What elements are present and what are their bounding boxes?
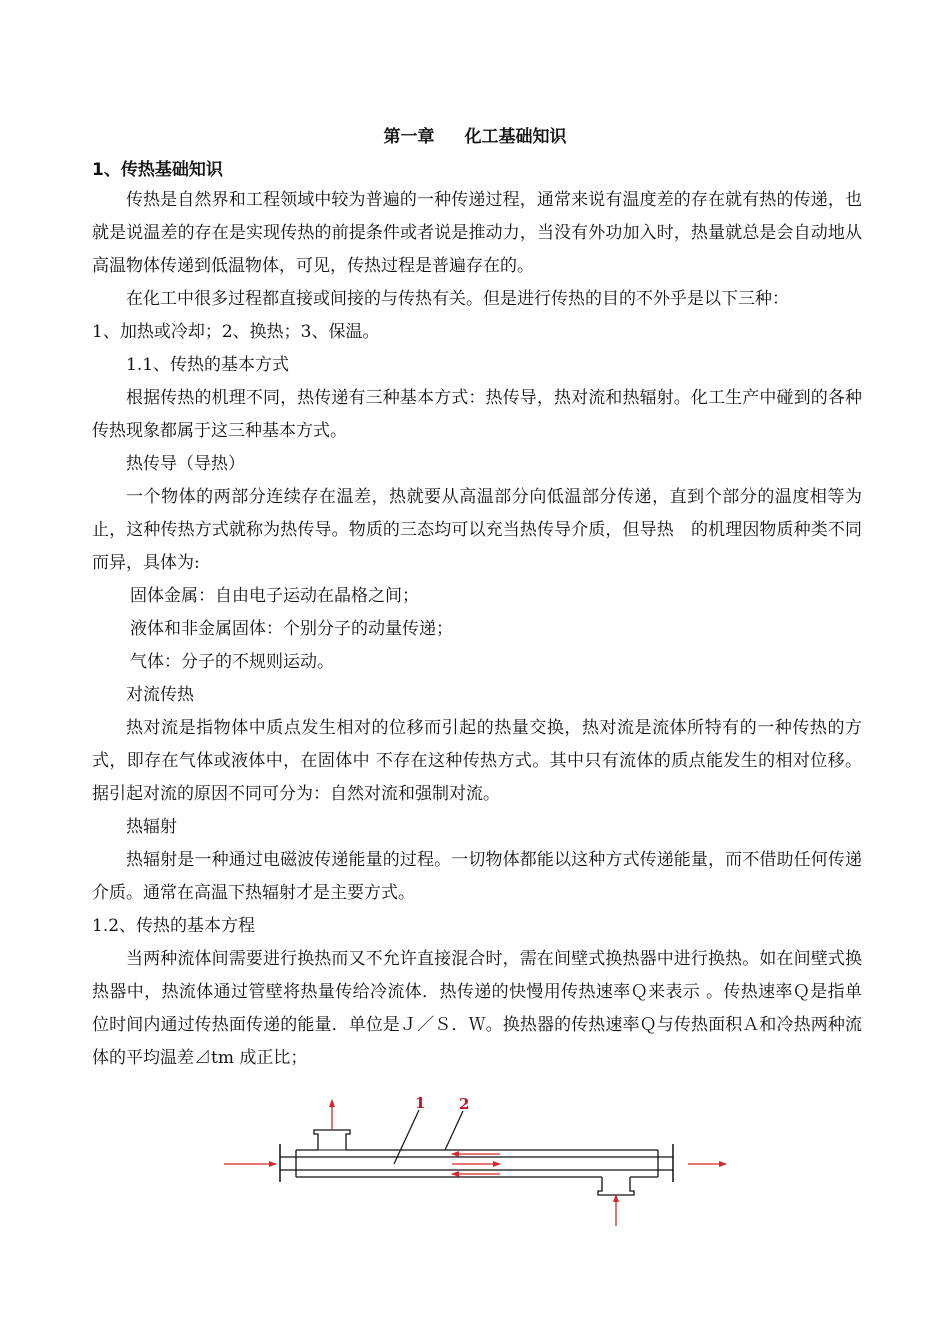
subsection-1-1: 1.1、传热的基本方式 <box>126 355 290 375</box>
leader-line-2 <box>445 1111 463 1150</box>
leader-line-1 <box>394 1110 419 1164</box>
section-heading: 1、传热基础知识 <box>92 160 223 180</box>
body-text <box>92 184 862 1075</box>
paragraph-purposes: 在化工中很多过程都直接或间接的与传热有关。但是进行传热的目的不外乎是以下三种： <box>126 289 789 309</box>
heat-exchanger-diagram <box>218 1094 730 1232</box>
heading-radiation: 热辐射 <box>126 817 177 837</box>
paragraph-radiation: 热辐射是一种通过电磁波传递能量的过程。一切物体都能以这种方式传递能量，而不借助任何传递介质。通常在高温下热辐射才是主要方式。 <box>92 850 862 903</box>
bottom-nozzle <box>598 1177 634 1195</box>
paragraph-convection: 热对流是指物体中质点发生相对的位移而引起的热量交换，热对流是流体所特有的一种传热的方式，即存在气体或液体中，在固体中 不存在这种传热方式。其中只有流体的质点能发生的相对位移。据引起对流的原因不同可分为：自然对流和强制对流。 <box>92 718 862 804</box>
top-nozzle <box>314 1130 350 1150</box>
paragraph-conduction: 一个物体的两部分连续存在温差，热就要从高温部分向低温部分传递，直到个部分的温度相等为止，这种传热方式就称为热传导。物质的三态均可以充当热传导介质，但导热 的机理因物质种类不同而异，具体为: <box>92 487 862 573</box>
label-1: 1 <box>415 1094 426 1112</box>
subsection-1-2: 1.2、传热的基本方程 <box>92 916 256 936</box>
chapter-title <box>0 122 950 147</box>
conduction-solid: 固体金属：自由电子运动在晶格之间； <box>130 586 419 606</box>
purposes-list: 1、加热或冷却；2、换热；3、保温。 <box>92 322 380 342</box>
chapter-number: 第一章 <box>383 127 435 147</box>
paragraph-modes: 根据传热的机理不同，热传递有三种基本方式：热传导，热对流和热辐射。化工生产中碰到的各种传热现象都属于这三种基本方式。 <box>92 388 862 441</box>
chapter-name: 化工基础知识 <box>464 127 567 147</box>
paragraph-intro: 传热是自然界和工程领域中较为普遍的一种传递过程，通常来说有温度差的存在就有热的传递，也就是说温差的存在是实现传热的前提条件或者说是推动力，当没有外功加入时，热量就总是会自动地从高温物体传递到低温物体，可见，传热过程是普遍存在的。 <box>92 190 862 276</box>
paragraph-equation: 当两种流体间需要进行换热而又不允许直接混合时，需在间壁式换热器中进行换热。如在间壁式换热器中，热流体通过管壁将热量传给冷流体．热传递的快慢用传热速率Ｑ来表示 。传热速率Ｑ是指单位时间内通过传热面传递的能量．单位是Ｊ／Ｓ．Ｗ。换热器的传热速率Ｑ与传热面积Ａ和冷热两种流体的平均温差⊿tm 成正比； <box>92 949 862 1068</box>
label-2: 2 <box>459 1095 470 1113</box>
heading-convection: 对流传热 <box>126 685 194 705</box>
heading-conduction: 热传导（导热） <box>126 454 245 474</box>
conduction-gas: 气体：分子的不规则运动。 <box>130 652 334 672</box>
conduction-liquid: 液体和非金属固体：个别分子的动量传递； <box>130 619 453 639</box>
